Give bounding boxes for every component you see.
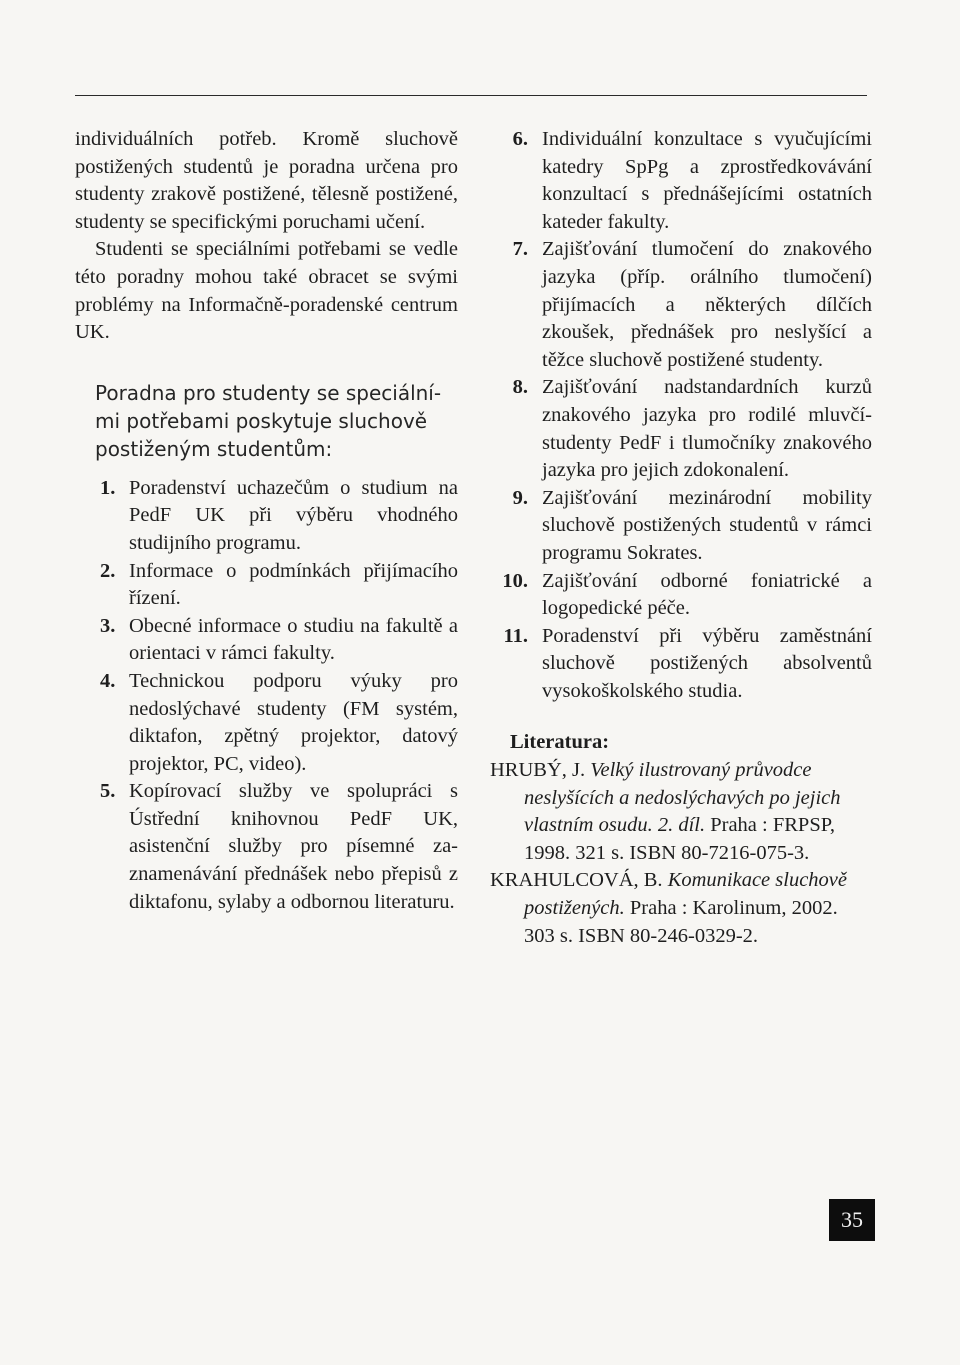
- list-item: [75, 778, 458, 916]
- list-item-text: Informace o podmínkách přijímacího řízení.: [129, 559, 458, 610]
- list-item-number: 11.: [503, 624, 528, 647]
- list-item-text: Zajišťování odborné foniatrické a logopedické péče.: [542, 569, 872, 620]
- list-item-number: 8.: [512, 376, 528, 399]
- reference-title: Velký ilustrovaný průvodce neslyšících a nedoslýchavých po jejich vlastním osudu. 2. díl.: [524, 759, 841, 837]
- list-item: [75, 475, 458, 558]
- list-item-text: Individuální konzultace s vyučujícími katedry SpPg a zprostředkovávání konzultací s přednášejícími ostatních kateder fakulty.: [542, 128, 872, 233]
- list-item-number: 5.: [100, 780, 116, 803]
- list-item-text: Obecné informace o studiu na fakultě a orientaci v rámci fakulty.: [129, 614, 458, 665]
- list-item-number: 7.: [512, 238, 528, 261]
- list-item-text: Kopírovací služby ve spolupráci s Ústřední knihovnou PedF UK, asistenční služby pro písemné zaznamenávání přednášek nebo přepisů z diktafonu, sylaby a odbornou literaturu.: [129, 780, 458, 913]
- left-column: [75, 126, 458, 916]
- right-column: [490, 126, 872, 950]
- list-item-number: 3.: [100, 614, 116, 637]
- list-item: [490, 485, 872, 568]
- list-item: [490, 374, 872, 484]
- reference-title: Komunikace sluchově postižených.: [524, 869, 848, 920]
- list-item-number: 1.: [100, 476, 116, 499]
- reference-author: KRAHULCOVÁ, B.: [490, 869, 663, 892]
- list-item-text: Zajišťování mezinárodní mobility sluchově postižených studentů v rámci programu Sokrates.: [542, 486, 872, 564]
- list-item-number: 10.: [502, 569, 528, 592]
- list-item: [75, 613, 458, 668]
- list-item: [490, 236, 872, 374]
- list-item-text: Poradenství uchazečům o studium na PedF UK při výběru vhodného studijního programu.: [129, 476, 458, 554]
- services-list-right: [490, 126, 872, 705]
- reference-entry: [490, 757, 872, 867]
- services-list-left: [75, 475, 458, 917]
- page-number-badge: 35: [829, 1199, 875, 1241]
- header-rule: [75, 95, 867, 96]
- intro-paragraph: individuálních potřeb. Kromě sluchově postižených studentů je poradna určena pro studenty zrakově postižené, tělesně postižené, studenty se specifickými poruchami učení.: [75, 128, 458, 233]
- list-item: [75, 558, 458, 613]
- reference-publication: Praha : Karolinum, 2002. 303 s. ISBN 80-246-0329-2.: [524, 897, 838, 947]
- list-item-text: Poradenství při výběru zaměstnání sluchově postižených absolventů vysokoškolského studia.: [542, 624, 872, 702]
- list-item: [75, 668, 458, 778]
- list-item-number: 9.: [512, 486, 528, 509]
- list-item: [490, 568, 872, 623]
- list-item-number: 6.: [512, 128, 528, 150]
- list-item-number: 2.: [100, 559, 116, 582]
- reference-author: HRUBÝ, J.: [490, 759, 586, 782]
- list-item-number: 4.: [100, 669, 116, 692]
- services-lead-heading: Poradna pro studenty se speciálními potřebami poskytuje sluchově postiženým studentům:: [95, 380, 442, 461]
- reference-publication: Praha : FRPSP, 1998. 321 s. ISBN 80-7216-075-3.: [524, 814, 835, 864]
- literature-heading: Literatura:: [510, 731, 610, 754]
- list-item-text: Technickou podporu výuky pro nedoslýchavé studenty (FM systém, diktafon, zpětný projektor, datový projektor, PC, video).: [129, 669, 458, 775]
- list-item: [490, 126, 872, 236]
- intro-paragraph-2: Studenti se speciálními potřebami se vedle této poradny mohou také obracet se svými problémy na Informačně-poradenské centrum UK.: [75, 238, 458, 344]
- list-item: [490, 623, 872, 706]
- list-item-text: Zajišťování nadstandardních kurzů znakového jazyka pro rodilé mluvčí-studenty PedF i tlumočníky znakového jazyka pro jejich zdokonalení.: [542, 376, 872, 482]
- reference-entry: [490, 867, 872, 950]
- list-item-text: Zajišťování tlumočení do znakového jazyka (příp. orálního tlumočení) přijímacích a některých dílčích zkoušek, přednášek pro neslyšící a těžce sluchově postižené studenty.: [542, 238, 872, 371]
